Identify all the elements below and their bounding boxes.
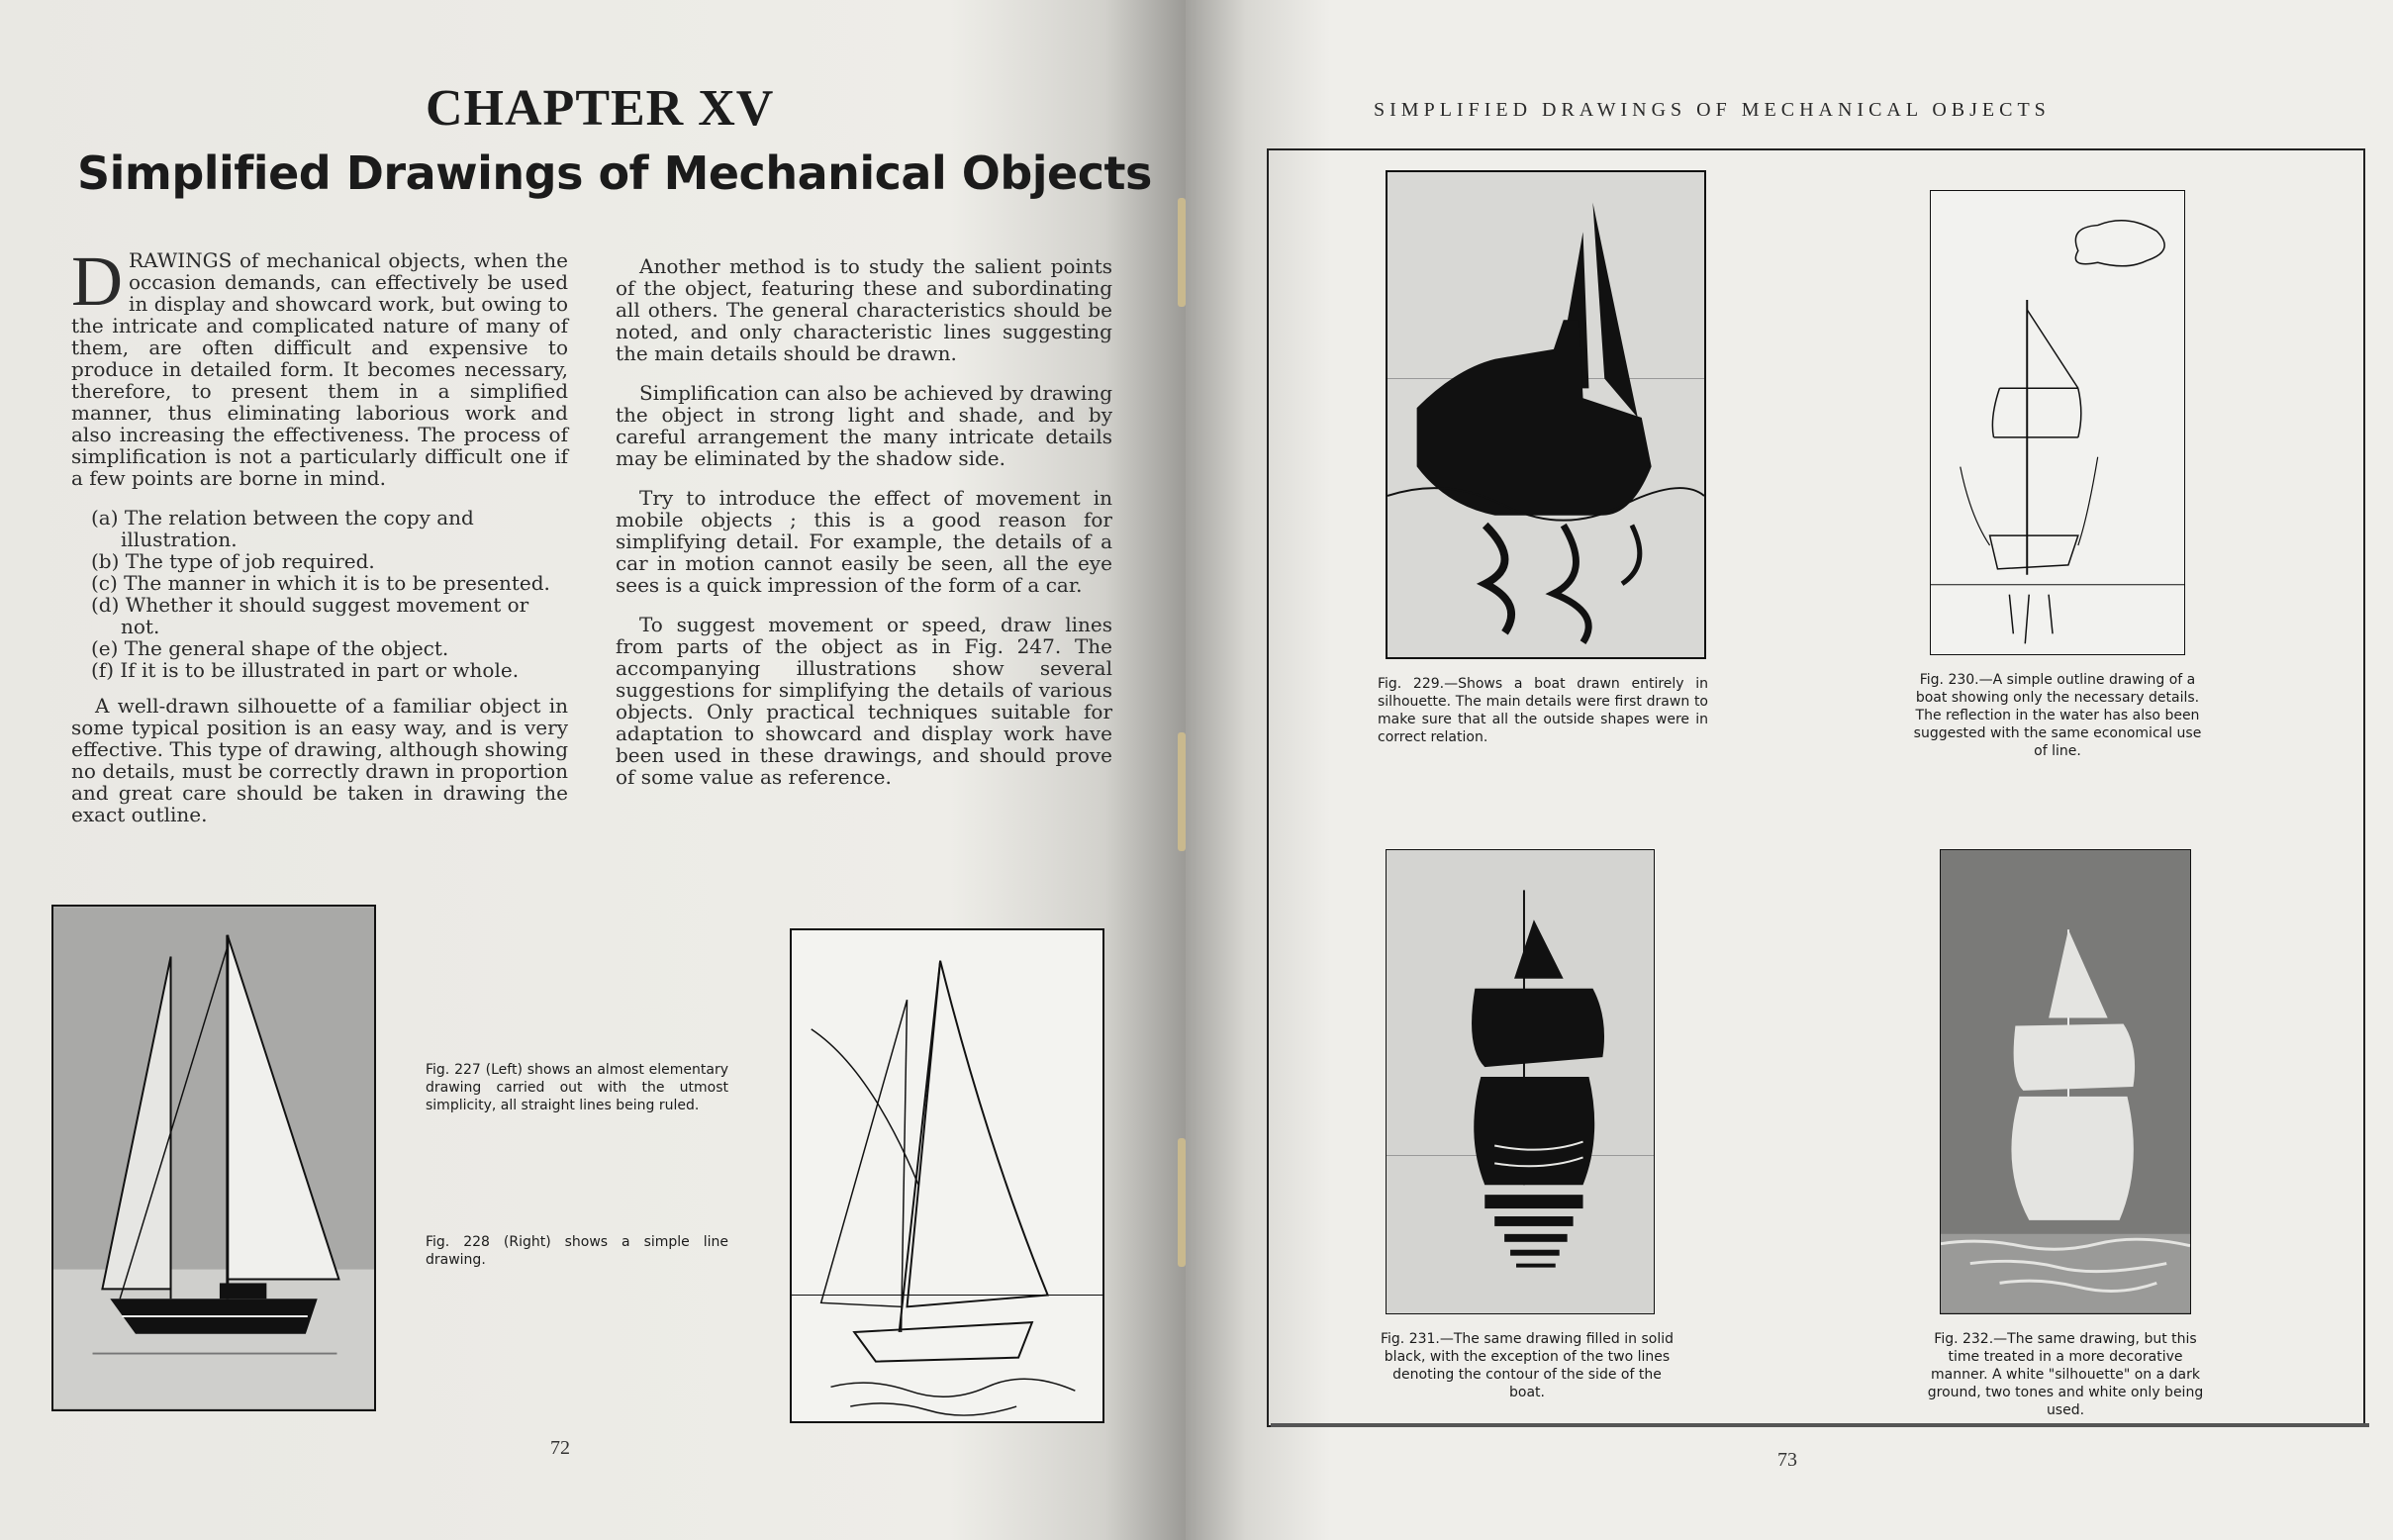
figure-230-outline-boat: [1930, 190, 2185, 655]
page-number-left: 72: [550, 1437, 570, 1459]
figure-229-silhouette-boat: [1386, 170, 1706, 659]
list-item: (a) The relation between the copy and illustration.: [91, 506, 474, 551]
left-page: [0, 0, 1188, 1540]
figure-231-black-boat: [1386, 849, 1655, 1314]
chapter-title: Simplified Drawings of Mechanical Objects: [77, 146, 1152, 200]
sailboat-line-illustration: [792, 930, 1102, 1421]
right-page: [1186, 0, 2393, 1540]
list-item: (f) If it is to be illustrated in part or whole.: [91, 658, 520, 682]
caption-fig-230: Fig. 230.—A simple outline drawing of a boat showing only the necessary details. The reflection in the water has also been suggested with the same economical use of line.: [1913, 672, 2202, 759]
list-item: (b) The type of job required.: [91, 549, 375, 573]
paragraph-silhouette: A well-drawn silhouette of a familiar object in some typical position is an easy way, and is very effective. This type of drawing, although showing no details, must be correctly drawn in proportion and great care should be taken in drawing the exact outline.: [71, 694, 568, 826]
silhouette-boat-illustration: [1388, 172, 1704, 657]
figure-227-sailboat-ruled: [51, 905, 376, 1411]
sailboat-ruled-illustration: [53, 907, 374, 1409]
paragraph-light-shade: Simplification can also be achieved by drawing the object in strong light and shade, and by careful arrangement the many intricate details may be eliminated by the shadow side.: [616, 381, 1112, 470]
paragraph-speed: To suggest movement or speed, draw lines from parts of the object as in Fig. 247. The accompanying illustrations show several suggestions for simplifying the details of various objects. Only practical techniques suitable for adaptation to showcard and display work have been used in these drawings, and should prove of some value as reference.: [616, 613, 1112, 789]
outline-boat-illustration: [1931, 191, 2184, 654]
drop-cap: D: [71, 241, 123, 321]
binding-stitch: [1178, 198, 1186, 307]
figure-232-white-silhouette-boat: [1940, 849, 2191, 1314]
figure-228-sailboat-line: [790, 928, 1104, 1423]
running-head: SIMPLIFIED DRAWINGS OF MECHANICAL OBJECTS: [1374, 99, 2051, 121]
list-item: (e) The general shape of the object.: [91, 636, 449, 660]
caption-fig-228: Fig. 228 (Right) shows a simple line drawing.: [426, 1234, 728, 1268]
caption-fig-232: Fig. 232.—The same drawing, but this time treated in a more decorative manner. A white "silhouette" on a dark ground, two tones and white only being used.: [1927, 1331, 2204, 1418]
page-number-right: 73: [1777, 1449, 1797, 1471]
list-item: (d) Whether it should suggest movement or not.: [91, 593, 529, 638]
caption-fig-229: Fig. 229.—Shows a boat drawn entirely in silhouette. The main details were first drawn to make sure that all the outside shapes were in correct relation.: [1378, 676, 1708, 745]
list-item: (c) The manner in which it is to be presented.: [91, 571, 550, 595]
paragraph-movement: Try to introduce the effect of movement in mobile objects ; this is a good reason for simplifying detail. For example, the details of a car in motion cannot easily be seen, all the eye sees is a quick impression of the form of a car.: [616, 486, 1112, 597]
caption-fig-227: Fig. 227 (Left) shows an almost elementary drawing carried out with the utmost simplicity, all straight lines being ruled.: [426, 1062, 728, 1113]
text-column-2: [616, 255, 1112, 806]
white-silhouette-boat-illustration: [1941, 850, 2190, 1313]
binding-stitch: [1178, 1138, 1186, 1267]
points-list: [71, 507, 568, 681]
paragraph-salient: Another method is to study the salient points of the object, featuring these and subordinating all others. The general characteristics should be noted, and only characteristic lines suggesting the main details should be drawn.: [616, 254, 1112, 365]
caption-fig-231: Fig. 231.—The same drawing filled in solid black, with the exception of the two lines denoting the contour of the side of the boat.: [1380, 1331, 1674, 1400]
paragraph-intro: [71, 241, 568, 490]
binding-stitch: [1178, 732, 1186, 851]
chapter-label: CHAPTER XV: [426, 80, 775, 137]
black-boat-illustration: [1387, 850, 1654, 1313]
text-column-1: [71, 241, 568, 843]
paragraph-intro-text: RAWINGS of mechanical objects, when the occasion demands, can effectively be used in display and showcard work, but owing to the intricate and complicated nature of many of them, are often difficult and expensive to produce in detailed form. It becomes necessary, therefore, to present them in a simplified manner, thus eliminating laborious work and also increasing the effectiveness. The process of simplification is not a particularly difficult one if a few points are borne in mind.: [71, 248, 568, 490]
frame-shadow: [1271, 1423, 2369, 1427]
